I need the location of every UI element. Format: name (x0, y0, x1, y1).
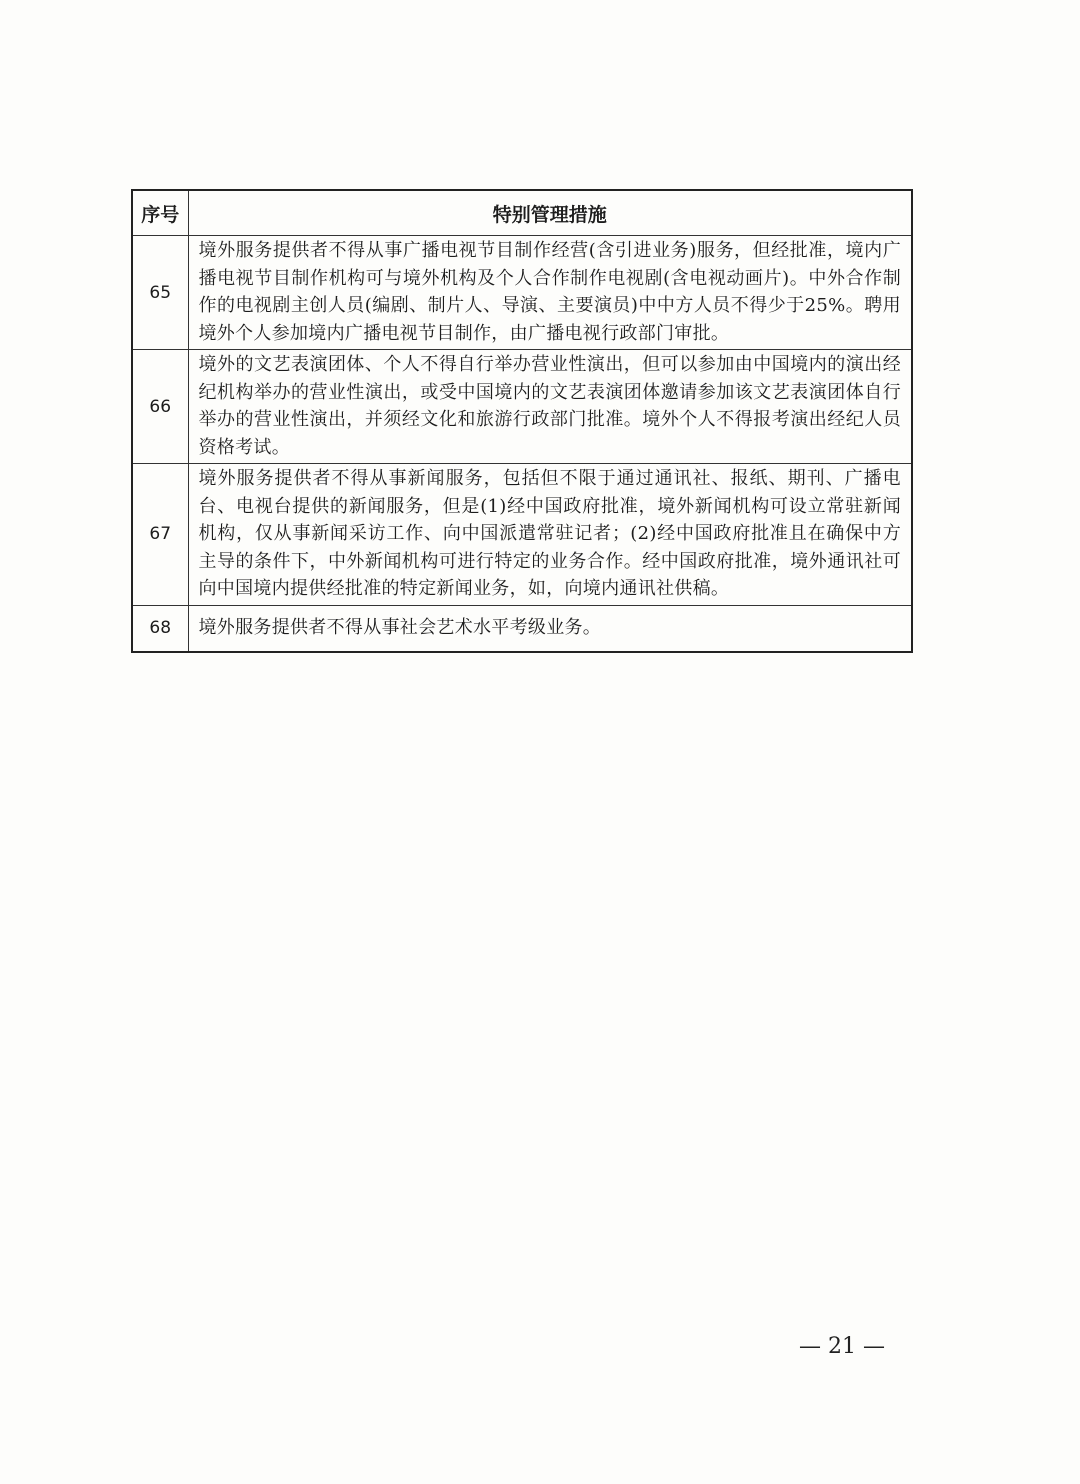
row-measure-text: 境外服务提供者不得从事新闻服务，包括但不限于通过通讯社、报纸、期刊、广播电台、电视台提供的新闻服务，但是(1)经中国政府批准，境外新闻机构可设立常驻新闻机构，仅从事新闻采访工作、向中国派遣常驻记者；(2)经中国政府批准且在确保中方主导的条件下，中外新闻机构可进行特定的业务合作。经中国政府批准，境外通讯社可向中国境内提供经批准的特定新闻业务，如，向境内通讯社供稿。 (188, 464, 912, 606)
table-row (132, 350, 912, 464)
header-number: 序号 (132, 190, 188, 236)
row-measure-text: 境外服务提供者不得从事社会艺术水平考级业务。 (188, 605, 912, 652)
table-row (132, 464, 912, 606)
page-number: — 21 — (799, 1334, 885, 1359)
table-row (132, 236, 912, 350)
table-row (132, 605, 912, 652)
row-number: 66 (132, 350, 188, 464)
row-number: 67 (132, 464, 188, 606)
header-measure: 特别管理措施 (188, 190, 912, 236)
table-header-row (132, 190, 912, 236)
row-number: 65 (132, 236, 188, 350)
row-measure-text: 境外的文艺表演团体、个人不得自行举办营业性演出，但可以参加由中国境内的演出经纪机构举办的营业性演出，或受中国境内的文艺表演团体邀请参加该文艺表演团体自行举办的营业性演出，并须经文化和旅游行政部门批准。境外个人不得报考演出经纪人员资格考试。 (188, 350, 912, 464)
row-measure-text: 境外服务提供者不得从事广播电视节目制作经营(含引进业务)服务，但经批准，境内广播电视节目制作机构可与境外机构及个人合作制作电视剧(含电视动画片)。中外合作制作的电视剧主创人员(编剧、制片人、导演、主要演员)中中方人员不得少于25%。聘用境外个人参加境内广播电视节目制作，由广播电视行政部门审批。 (188, 236, 912, 350)
special-measures-table (131, 189, 913, 653)
row-number: 68 (132, 605, 188, 652)
